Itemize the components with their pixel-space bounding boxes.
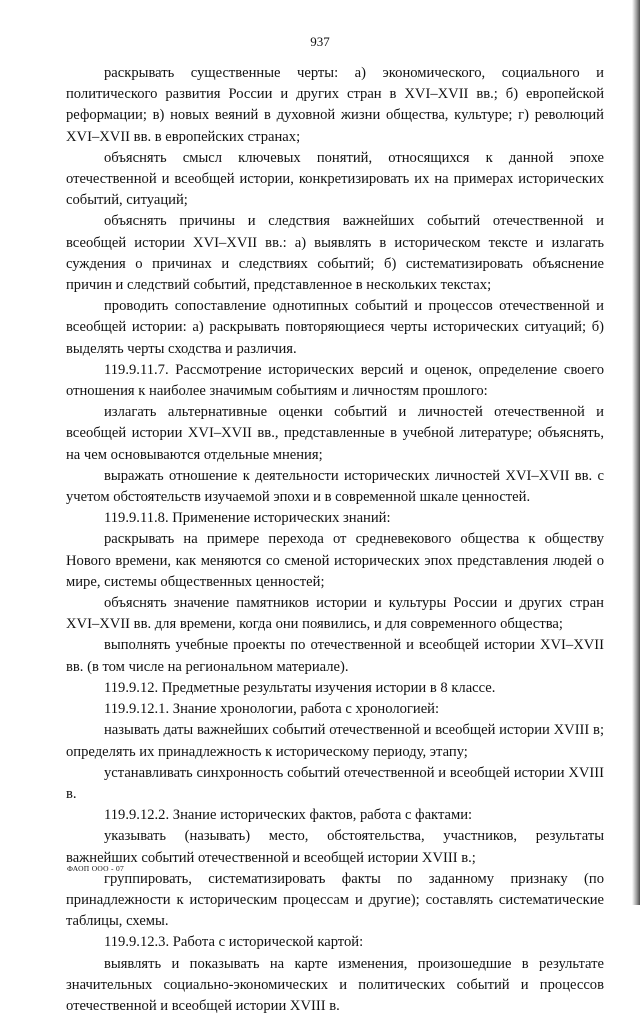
paragraph: выявлять и показывать на карте изменения, произошедшие в результате значительных социально-экономических и политических событий и процессов отечественной и всеобщей истории XVIII в. [66, 955, 604, 1014]
paragraph: излагать альтернативные оценки событий и личностей отечественной и всеобщей истории XVI–XVII вв., представленные в учебной литературе; объяснять, на чем основываются отдельные мнения; [66, 404, 604, 463]
section-heading: 119.9.12.1. Знание хронологии, работа с хронологией: [104, 701, 440, 718]
section-heading: 119.9.11.8. Применение исторических знаний: [104, 510, 391, 527]
section-heading: 119.9.12. Предметные результаты изучения истории в 8 классе. [104, 679, 496, 696]
section-heading: 119.9.11.7. Рассмотрение исторических версий и оценок, определение своего отношения к наиболее значимым событиям и личностям прошлого: [66, 361, 604, 400]
paragraph: группировать, систематизировать факты по заданному признаку (по принадлежности к историческим процессам и другие); составлять систематические таблицы, схемы. [66, 870, 604, 930]
paragraph: раскрывать существенные черты: а) экономического, социального и политического развития России и других стран в XVI–XVII вв.; б) европейской реформации; в) новых веяний в духовной жизни общества, культуре; г) революций XVI–XVII вв. в европейских странах; [66, 65, 604, 145]
section-heading: 119.9.12.3. Работа с исторической картой: [104, 934, 364, 951]
scan-edge [632, 0, 640, 905]
paragraph: раскрывать на примере перехода от средневекового общества к обществу Нового времени, как меняются со сменой исторических эпох представления людей о мире, системы общественных ценностей; [66, 531, 604, 590]
paragraph: объяснять значение памятников истории и культуры России и других стран XVI–XVII вв. для времени, когда они появились, и для современного общества; [66, 595, 604, 633]
paragraph: проводить сопоставление однотипных событий и процессов отечественной и всеобщей истории: а) раскрывать повторяющиеся черты исторических ситуаций; б) выделять черты сходства и различия. [66, 298, 604, 357]
page-number: 937 [310, 34, 330, 49]
paragraph: объяснять причины и следствия важнейших событий отечественной и всеобщей истории XVI–XVII вв.: а) выявлять в историческом тексте и излагать суждения о причинах и следствиях событий; б) систематизировать объяснение причин и следствий событий, представленное в нескольких текстах; [66, 213, 604, 294]
paragraph: указывать (называть) место, обстоятельства, участников, результаты важнейших событий отечественной и всеобщей истории XVIII в.; [66, 828, 604, 866]
document-body [66, 63, 604, 1017]
paragraph: выполнять учебные проекты по отечественной и всеобщей истории XVI–XVII вв. (в том числе на региональном материале). [66, 637, 604, 675]
paragraph: объяснять смысл ключевых понятий, относящихся к данной эпохе отечественной и всеобщей истории, конкретизировать их на примерах исторических событий, ситуаций; [66, 149, 604, 209]
paragraph: называть даты важнейших событий отечественной и всеобщей истории XVIII в; определять их принадлежность к историческому периоду, этапу; [66, 722, 604, 760]
section-heading: 119.9.12.2. Знание исторических фактов, работа с фактами: [104, 807, 473, 824]
paragraph: устанавливать синхронность событий отечественной и всеобщей истории XVIII в. [66, 764, 604, 802]
paragraph: выражать отношение к деятельности исторических личностей XVI–XVII вв. с учетом обстоятельств изучаемой эпохи и в современной шкале ценностей. [66, 467, 604, 506]
document-code-footer: ФАОП ООО - 07 [67, 864, 125, 873]
